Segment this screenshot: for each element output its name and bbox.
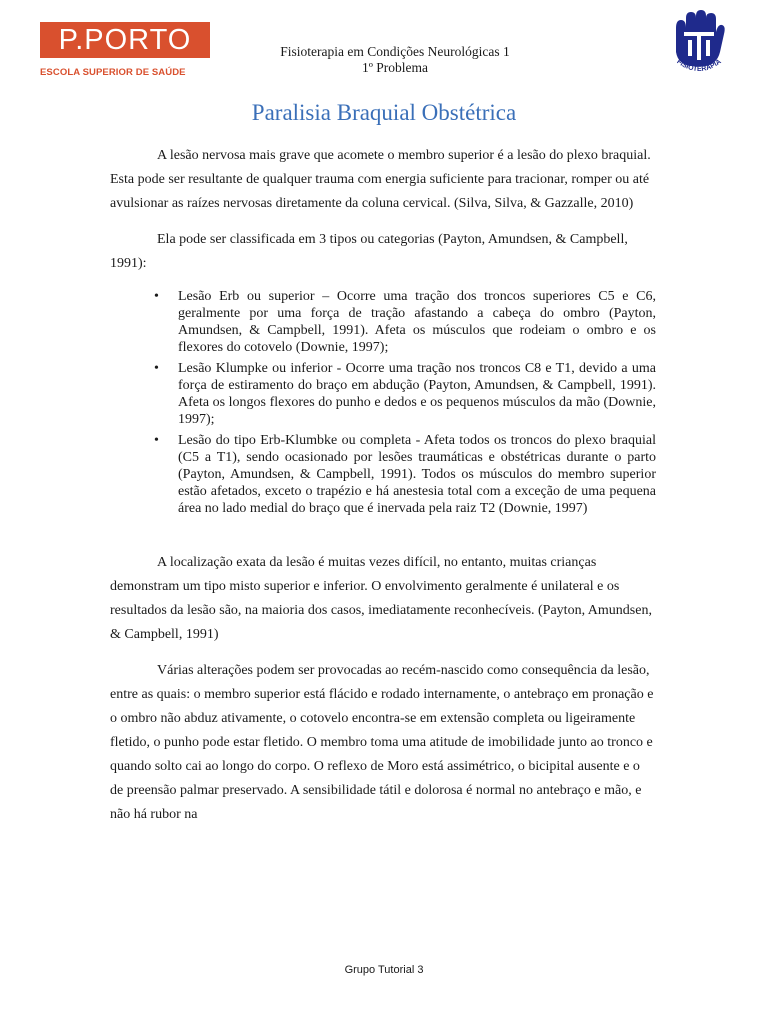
page-footer: Grupo Tutorial 3 <box>344 964 424 976</box>
spacer <box>110 521 656 551</box>
document-body <box>110 144 656 839</box>
paragraph: Ela pode ser classificada em 3 tipos ou categorias (Payton, Amundsen, & Campbell, 1991): <box>110 232 628 271</box>
physiotherapy-logo-text: FISIOTERAPIA <box>675 58 723 74</box>
list-item: • Lesão Erb ou superior – Ocorre uma tração dos troncos superiores C5 e C6, geralmente por uma força de tração afastando a cabeça do ombro (Payton, Amundsen, & Campbell, 1991). Afeta os músculos que rodeiam o ombro e os flexores do cotovelo (Downie, 1997); <box>110 288 656 356</box>
document-title: Paralisia Braquial Obstétrica <box>251 100 517 125</box>
problem-number: 1º Problema <box>361 60 429 75</box>
list-item: • Lesão do tipo Erb-Klumbke ou completa - Afeta todos os troncos do plexo braquial (C5 a T1), sendo ocasionado por lesões traumáticas e obstétricas durante o parto (Payton, Amundsen, & Campbell, 1991). Todos os músculos do membro superior estão afetados, exceto o trapézio e há anestesia total com a exceção de uma pequena área no lado medial do braço que é inervada pela raiz T2 (Downie, 1997) <box>110 432 656 517</box>
paragraph: A lesão nervosa mais grave que acomete o membro superior é a lesão do plexo braquial. Esta pode ser resultante de qualquer trauma com energia suficiente para tracionar, romper ou até avulsionar as raízes nervosas diretamente da coluna cervical. (Silva, Silva, & Gazzalle, 2010) <box>110 148 651 211</box>
porto-logo-subtitle: ESCOLA SUPERIOR DE SAÚDE <box>40 67 186 78</box>
document-header <box>230 44 560 76</box>
list-item: • Lesão Klumpke ou inferior - Ocorre uma tração nos troncos C8 e T1, devido a uma força de estiramento do braço em abdução (Payton, Amundsen, & Campbell, 1991). Afeta os longos flexores do punho e dedos e os pequenos músculos da mão (Downie, 1997); <box>110 360 656 428</box>
paragraph: Várias alterações podem ser provocadas ao recém-nascido como consequência da lesão, entre as quais: o membro superior está flácido e rodado internamente, o antebraço em pronação e o ombro não abduz ativamente, o cotovelo encontra-se em extensão completa ou ligeiramente fletido, o punho pode estar fletido. O membro toma uma atitude de imobilidade junto ao tronco e quando solto cai ao longo do corpo. O reflexo de Moro está assimétrico, o bicipital ausente e o de preensão palmar preservado. A sensibilidade tátil e dolorosa é normal no antebraço e mão, e não há rubor na <box>110 663 654 822</box>
course-name: Fisioterapia em Condições Neurológicas 1 <box>280 44 510 59</box>
physiotherapy-hand-logo <box>662 10 736 84</box>
lesion-types-list <box>110 288 656 517</box>
paragraph: A localização exata da lesão é muitas vezes difícil, no entanto, muitas crianças demonstram um tipo misto superior e inferior. O envolvimento geralmente é unilateral e os resultados da lesão são, na maioria dos casos, imediatamente reconhecíveis. (Payton, Amundsen, & Campbell, 1991) <box>110 555 652 642</box>
porto-logo <box>40 22 212 78</box>
porto-logo-text: P.PORTO <box>40 22 210 58</box>
